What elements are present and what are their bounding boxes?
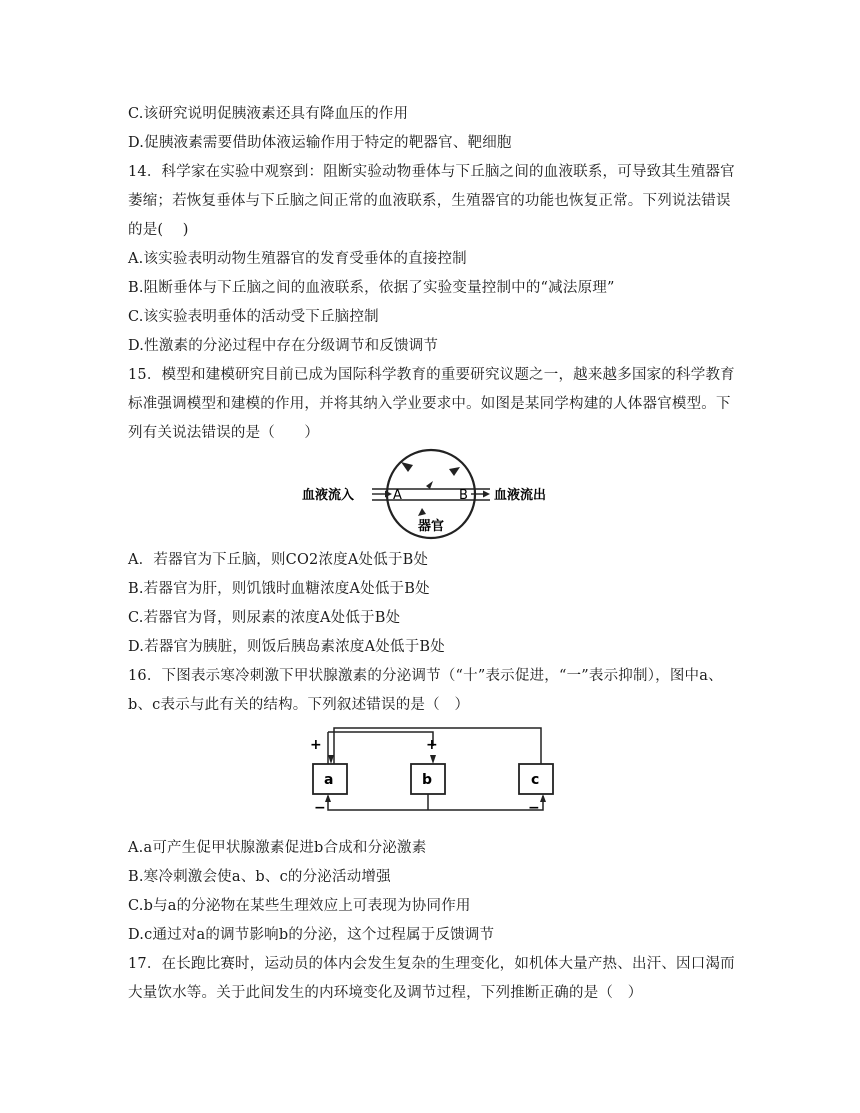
- q16-option-c: C.b与a的分泌物在某些生理效应上可表现为协同作用: [128, 898, 471, 914]
- minus-sign-a: −: [314, 800, 326, 816]
- q17-stem-line-2: 大量饮水等。关于此间发生的内环境变化及调节过程，下列推断正确的是（ ）: [128, 985, 643, 1001]
- exchange-arrow-lower: [418, 508, 426, 516]
- q16-stem-line-1: 16．下图表示寒冷刺激下甲状腺激素的分泌调节（“十”表示促进，“一”表示抑制），图中a、: [128, 668, 723, 684]
- arrow-into-b: [430, 755, 436, 764]
- q15-stem-line-2: 标准强调模型和建模的作用，并将其纳入学业要求中。如图是某同学构建的人体器官模型。下: [128, 396, 731, 412]
- feedback-line: [328, 796, 543, 810]
- box-c-label: c: [531, 772, 540, 788]
- box-b-label: b: [422, 772, 433, 788]
- q14-stem-line-1: 14．科学家在实验中观察到：阻断实验动物垂体与下丘脑之间的血液联系，可导致其生殖器官: [128, 164, 735, 180]
- organ-blood-flow-diagram: [300, 448, 560, 540]
- q15-stem-line-3: 列有关说法错误的是（ ）: [128, 425, 320, 441]
- inflow-label: 血液流入: [302, 488, 355, 503]
- organ-label: 器官: [418, 519, 445, 534]
- q14-stem-line-3: 的是( ): [128, 222, 189, 238]
- q14-option-b: B.阻断垂体与下丘脑之间的血液联系，依据了实验变量控制中的“减法原理”: [128, 280, 615, 296]
- q14-option-a: A.该实验表明动物生殖器官的发育受垂体的直接控制: [128, 251, 467, 267]
- plus-sign-b: +: [426, 737, 438, 753]
- minus-sign-c: −: [528, 800, 540, 816]
- q16-stem-line-2: b、c表示与此有关的结构。下列叙述错误的是（ ）: [128, 697, 470, 713]
- point-a-label: A: [393, 488, 402, 503]
- q13-option-c: C.该研究说明促胰液素还具有降血压的作用: [128, 106, 409, 122]
- thyroid-regulation-diagram: [300, 724, 570, 824]
- q15-option-d: D.若器官为胰脏，则饭后胰岛素浓度A处低于B处: [128, 639, 445, 655]
- q14-stem-line-2: 萎缩；若恢复垂体与下丘脑之间正常的血液联系，生殖器官的功能也恢复正常。下列说法错误: [128, 193, 731, 209]
- q17-stem-line-1: 17．在长跑比赛时，运动员的体内会发生复杂的生理变化，如机体大量产热、出汗、因口渴而: [128, 956, 735, 972]
- inflow-arrowhead: [385, 491, 392, 498]
- outflow-label: 血液流出: [494, 488, 547, 503]
- exchange-arrow-upper-left: [401, 462, 413, 472]
- plus-sign-a: +: [310, 737, 322, 753]
- point-b-label: B: [459, 488, 468, 503]
- q16-option-a: A.a可产生促甲状腺激素促进b合成和分泌激素: [128, 840, 427, 856]
- q16-option-d: D.c通过对a的调节影响b的分泌，这个过程属于反馈调节: [128, 927, 495, 943]
- a-to-b-connector: [328, 732, 433, 746]
- arrow-into-a: [328, 755, 334, 764]
- exchange-arrow-center: [426, 481, 433, 489]
- q16-option-b: B.寒冷刺激会使a、b、c的分泌活动增强: [128, 869, 391, 885]
- q15-stem-line-1: 15．模型和建模研究目前已成为国际科学教育的重要研究议题之一，越来越多国家的科学教育: [128, 367, 735, 383]
- q15-option-a: A．若器官为下丘脑，则CO2浓度A处低于B处: [128, 552, 429, 568]
- q13-option-d: D.促胰液素需要借助体液运输作用于特定的靶器官、靶细胞: [128, 135, 512, 151]
- arrow-feedback-a: [325, 794, 331, 802]
- box-a-label: a: [324, 772, 334, 788]
- q14-option-d: D.性激素的分泌过程中存在分级调节和反馈调节: [128, 338, 439, 354]
- exchange-arrow-upper-right: [449, 467, 460, 476]
- outflow-arrowhead: [483, 491, 490, 498]
- q14-option-c: C.该实验表明垂体的活动受下丘脑控制: [128, 309, 379, 325]
- q15-option-c: C.若器官为肾，则尿素的浓度A处低于B处: [128, 610, 401, 626]
- q15-option-b: B.若器官为肝，则饥饿时血糖浓度A处低于B处: [128, 581, 430, 597]
- arrow-feedback-c: [540, 794, 546, 802]
